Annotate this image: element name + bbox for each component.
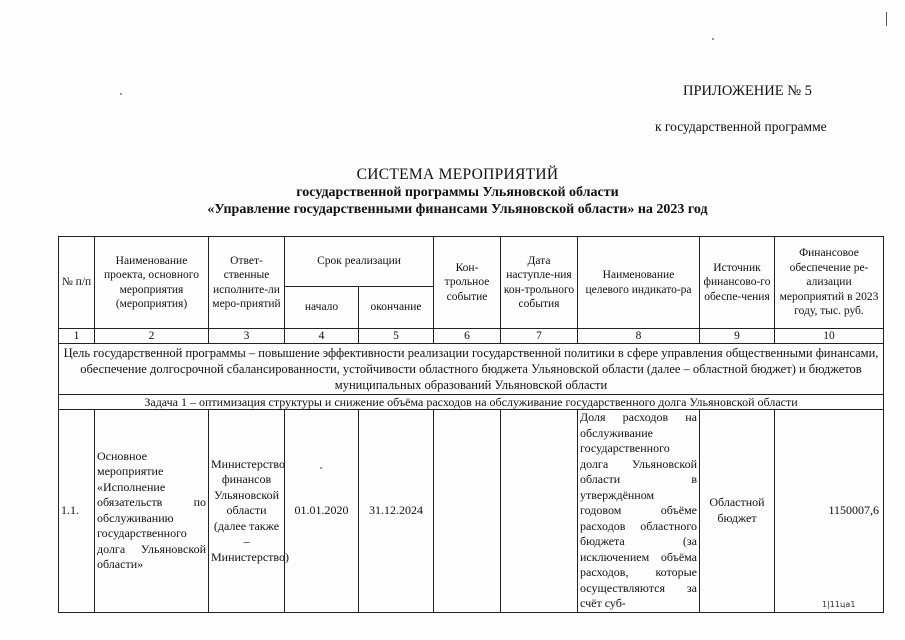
header-source: Источник финансово-го обеспе-чения (700, 237, 775, 329)
header-start: начало (285, 287, 359, 329)
page-mark: 1|11ца1 (822, 600, 856, 609)
table-row (59, 410, 884, 613)
scan-edge-mark (886, 12, 887, 26)
column-number: 8 (578, 329, 700, 344)
column-number: 2 (95, 329, 209, 344)
row-indicator: Доля расходов на обслуживание государственного долга Ульяновской области в утверждённом годовом объёме расходов областного бюджета (за исключением объёма расходов, которые осуществляются за счёт суб- (578, 410, 700, 613)
column-number: 3 (209, 329, 285, 344)
scan-speck (120, 93, 122, 95)
task-1: Задача 1 – оптимизация структуры и снижение объёма расходов на обслуживание государственного долга Ульяновской области (59, 395, 884, 410)
column-number: 4 (285, 329, 359, 344)
program-goal: Цель государственной программы – повышение эффективности реализации государственной политики в сфере управления общественными финансами, обеспечение долгосрочной сбалансированности, устойчивости областного бюджета Ульяновской области (далее – областной бюджет) и бюджетов муниципальных образований Ульяновской области (59, 344, 884, 395)
row-name: Основное мероприятие «Исполнение обязательств по обслуживанию государственного долга Ульяновской области» (95, 410, 209, 613)
scan-speck (712, 38, 714, 40)
row-end: 31.12.2024 (359, 410, 434, 613)
header-name: Наименование проекта, основного мероприятия (мероприятия) (95, 237, 209, 329)
row-control-date (501, 410, 578, 613)
column-number: 7 (501, 329, 578, 344)
appendix-title: ПРИЛОЖЕНИЕ № 5 (683, 83, 812, 99)
header-end: окончание (359, 287, 434, 329)
appendix-subtitle: к государственной программе (655, 119, 827, 134)
document-subtitle: государственной программы Ульяновской области (296, 185, 619, 200)
row-responsible: Министерство финансов Ульяновской области (далее также – Министерство) (209, 410, 285, 613)
header-indicator: Наименование целевого индикато-ра (578, 237, 700, 329)
document-title: СИСТЕМА МЕРОПРИЯТИЙ (356, 166, 559, 183)
row-financing: 1150007,6 (775, 410, 884, 613)
measures-table (58, 236, 884, 613)
header-control-date: Дата наступле-ния кон-трольного события (501, 237, 578, 329)
row-num: 1.1. (59, 410, 95, 613)
row-start: 01.01.2020 (285, 410, 359, 613)
task-row (59, 395, 884, 410)
column-number: 9 (700, 329, 775, 344)
goal-row (59, 344, 884, 395)
column-number-row (59, 329, 884, 344)
column-number: 5 (359, 329, 434, 344)
header-num: № п/п (59, 237, 95, 329)
header-period: Срок реализации (285, 237, 434, 287)
header-row (59, 237, 884, 287)
column-number: 10 (775, 329, 884, 344)
row-control-event (434, 410, 501, 613)
header-financing: Финансовое обеспечение ре-ализации мероприятий в 2023 году, тыс. руб. (775, 237, 884, 329)
header-responsible: Ответ-ственные исполните-ли меро-приятий (209, 237, 285, 329)
document-program-name: «Управление государственными финансами Ульяновской области» на 2023 год (207, 202, 708, 217)
column-number: 6 (434, 329, 501, 344)
header-control-event: Кон-трольное событие (434, 237, 501, 329)
column-number: 1 (59, 329, 95, 344)
row-source: Областной бюджет (700, 410, 775, 613)
